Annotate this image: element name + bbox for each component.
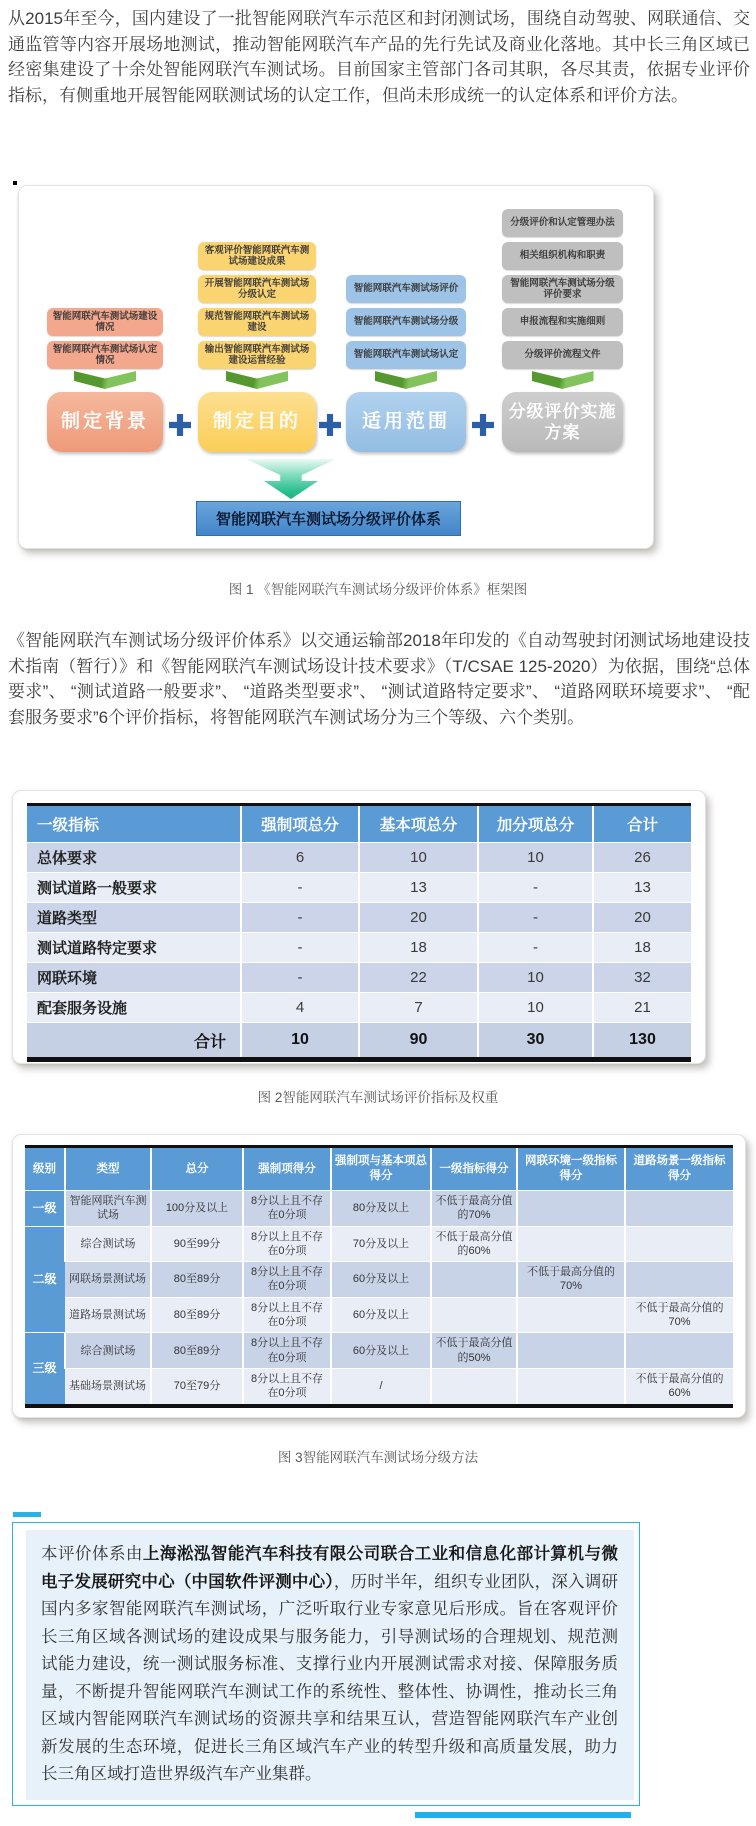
plus-icon — [169, 414, 191, 436]
column-header: 合计 — [593, 805, 691, 843]
cell: 道路场景测试场 — [65, 1297, 151, 1333]
fig1-item-box: 分级评价流程文件 — [502, 341, 623, 369]
column-header: 道路场景一级指标得分 — [625, 1147, 733, 1191]
column-header: 网联环境一级指标得分 — [517, 1147, 625, 1191]
fig1-item-box: 智能网联汽车测试场分级评价要求 — [502, 275, 623, 303]
cell — [517, 1333, 625, 1369]
cell: 60分及以上 — [331, 1262, 431, 1298]
cell: 10 — [478, 993, 593, 1023]
figure2-card — [12, 790, 706, 1064]
cell: - — [478, 903, 593, 933]
table-row — [25, 1262, 733, 1298]
table-row — [27, 933, 691, 963]
cell: 道路类型 — [27, 903, 241, 933]
cell: 20 — [359, 903, 478, 933]
cell: 不低于最高分值的60% — [431, 1226, 517, 1262]
summary-text-rest: ，历时半年，组织专业团队，深入调研国内多家智能网联汽车测试场，广泛听取行业专家意见后形成。旨在客观评价长三角区域各测试场的建设成果与服务能力，引导测试场的合理规划、规范测试能力建设，统一测试服务标准、支撑行业内开展测试需求对接、保障服务质量，不断提升智能网联汽车测试工作的系统性、整体性、协调性，推动长三角区域内智能网联汽车测试场的资源共享和结果互认，营造智能网联汽车产业创新发展的生态环境，促进长三角区域汽车产业的转型升级和高质量发展，助力长三角区域打造世界级汽车产业集群。 — [41, 1572, 619, 1783]
fig1-stage-box: 制定目的 — [198, 392, 316, 452]
fig1-item-box: 输出智能网联汽车测试场建设运营经验 — [198, 341, 316, 369]
column-header: 一级指标 — [27, 805, 241, 843]
fig1-item-list — [47, 198, 163, 369]
cell: 8分以上且不存在0分项 — [243, 1368, 331, 1405]
fig1-item-list — [198, 198, 316, 369]
figure2-table-head — [27, 805, 691, 843]
cell: 18 — [593, 933, 691, 963]
column-header: 一级指标得分 — [431, 1147, 517, 1191]
cell: 8分以上且不存在0分项 — [243, 1262, 331, 1298]
cell: 80至89分 — [151, 1333, 243, 1369]
fig1-item-box: 分级评价和认定管理办法 — [502, 209, 623, 237]
figure2-table — [27, 803, 691, 1062]
cell: 70分及以上 — [331, 1226, 431, 1262]
cell: 综合测试场 — [65, 1333, 151, 1369]
table-row — [25, 1191, 733, 1227]
cell: 8分以上且不存在0分项 — [243, 1226, 331, 1262]
summary-highlight-box — [12, 1522, 640, 1806]
chevron-down-icon — [375, 371, 437, 389]
cyan-dash-accent — [13, 1512, 41, 1517]
table-row — [25, 1297, 733, 1333]
cell: 70至79分 — [151, 1368, 243, 1405]
totals-cell: 30 — [478, 1023, 593, 1060]
cell: - — [241, 903, 359, 933]
fig1-item-box: 客观评价智能网联汽车测试场建设成果 — [198, 242, 316, 270]
summary-text-bold: 上海淞泓智能汽车科技有限公司联合工业和信息化部计算机与微电子发展研究中心（中国软件评测中心） — [41, 1545, 619, 1591]
totals-cell: 10 — [241, 1023, 359, 1060]
fig1-column — [47, 198, 163, 453]
fig1-column — [502, 198, 623, 453]
cell: 8分以上且不存在0分项 — [243, 1191, 331, 1227]
cell: - — [478, 873, 593, 903]
fig1-stage-box: 适用范围 — [346, 392, 466, 452]
level-cell: 三级 — [25, 1333, 65, 1406]
cell: 智能网联汽车测试场 — [65, 1191, 151, 1227]
table-row — [27, 963, 691, 993]
fig1-item-box: 智能网联汽车测试场认定 — [346, 341, 466, 369]
chevron-down-icon — [226, 371, 288, 389]
level-cell: 二级 — [25, 1226, 65, 1333]
cell — [431, 1368, 517, 1405]
cell: 网联环境 — [27, 963, 241, 993]
figure1-framework-diagram — [18, 185, 654, 549]
summary-text-pre: 本评价体系由 — [41, 1545, 143, 1563]
cell: 配套服务设施 — [27, 993, 241, 1023]
column-header: 加分项总分 — [478, 805, 593, 843]
cell: 18 — [359, 933, 478, 963]
fig1-column — [346, 198, 466, 453]
cell: 不低于最高分值的70% — [517, 1262, 625, 1298]
cell: 13 — [593, 873, 691, 903]
table-row — [25, 1368, 733, 1405]
fig1-item-box: 智能网联汽车测试场建设情况 — [47, 308, 163, 336]
body-paragraph: 《智能网联汽车测试场分级评价体系》以交通运输部2018年印发的《自动驾驶封闭测试场地建设技术指南（暂行）》和《智能网联汽车测试场设计技术要求》（T/CSAE 125-2020）为依据，围绕“总体要求”、 “测试道路一般要求”、 “道路类型要求”、 “测试道路特定要求”、 “道路网联环境要求”、 “配套服务要求”6个评价指标，将智能网联汽车测试场分为三个等级、六个类别。 — [8, 631, 750, 727]
totals-cell: 合计 — [27, 1023, 241, 1060]
cell: - — [241, 933, 359, 963]
cell — [625, 1262, 733, 1298]
cell: 26 — [593, 843, 691, 873]
fig1-item-box: 申报流程和实施细则 — [502, 308, 623, 336]
table-row — [27, 873, 691, 903]
level-cell: 一级 — [25, 1191, 65, 1227]
figure1-caption: 图 1 《智能网联汽车测试场分级评价体系》框架图 — [228, 582, 528, 597]
cell: 20 — [593, 903, 691, 933]
table-row — [25, 1226, 733, 1262]
fig1-item-box: 规范智能网联汽车测试场建设 — [198, 308, 316, 336]
cell: 22 — [359, 963, 478, 993]
column-header: 级别 — [25, 1147, 65, 1191]
cell: 6 — [241, 843, 359, 873]
table-header-row — [27, 805, 691, 843]
table-row — [27, 903, 691, 933]
cell: 60分及以上 — [331, 1297, 431, 1333]
chevron-down-icon — [532, 371, 594, 389]
fig1-item-box: 开展智能网联汽车测试场分级认定 — [198, 275, 316, 303]
fig1-item-box: 智能网联汽车测试场评价 — [346, 275, 466, 303]
cell: 测试道路一般要求 — [27, 873, 241, 903]
column-header: 强制项与基本项总得分 — [331, 1147, 431, 1191]
totals-cell: 90 — [359, 1023, 478, 1060]
totals-row — [27, 1023, 691, 1060]
cell: 4 — [241, 993, 359, 1023]
cell: 10 — [359, 843, 478, 873]
cell: - — [478, 933, 593, 963]
cell: 不低于最高分值的70% — [625, 1297, 733, 1333]
cell: 总体要求 — [27, 843, 241, 873]
figure3-caption: 图 3智能网联汽车测试场分级方法 — [277, 1450, 479, 1465]
cell: 21 — [593, 993, 691, 1023]
column-header: 类型 — [65, 1147, 151, 1191]
plus-icon — [472, 414, 494, 436]
cell — [517, 1191, 625, 1227]
bullet-square-icon — [13, 181, 17, 185]
cell: 基础场景测试场 — [65, 1368, 151, 1405]
cell — [517, 1368, 625, 1405]
column-header: 强制项总分 — [241, 805, 359, 843]
table-header-row — [25, 1147, 733, 1191]
figure2-table-body — [27, 843, 691, 1060]
cell — [431, 1297, 517, 1333]
cell: 90至99分 — [151, 1226, 243, 1262]
cell: - — [241, 963, 359, 993]
cell: 100分及以上 — [151, 1191, 243, 1227]
cell: / — [331, 1368, 431, 1405]
figure3-table-head — [25, 1147, 733, 1191]
table-row — [27, 993, 691, 1023]
intro-paragraph: 从2015年至今，国内建设了一批智能网联汽车示范区和封闭测试场，围绕自动驾驶、网联通信、交通监管等内容开展场地测试，推动智能网联汽车产品的先行先试及商业化落地。其中长三角区域已经密集建设了十余处智能网联汽车测试场。目前国家主管部门各司其职，各尽其责，依据专业评价指标，有侧重地开展智能网联测试场的认定工作，但尚未形成统一的认定体系和评价方法。 — [8, 9, 750, 105]
cell: 60分及以上 — [331, 1333, 431, 1369]
cell: 8分以上且不存在0分项 — [243, 1297, 331, 1333]
cell: 32 — [593, 963, 691, 993]
figure3-card — [12, 1134, 746, 1418]
plus-icon — [319, 414, 341, 436]
cell — [625, 1333, 733, 1369]
figure3-table — [25, 1145, 733, 1408]
cell: - — [241, 873, 359, 903]
cell: 不低于最高分值的50% — [431, 1333, 517, 1369]
cell: 10 — [478, 963, 593, 993]
cell: 80分及以上 — [331, 1191, 431, 1227]
figure2-caption: 图 2智能网联汽车测试场评价指标及权重 — [257, 1090, 499, 1105]
chevron-down-icon — [74, 371, 136, 389]
cell: 测试道路特定要求 — [27, 933, 241, 963]
fig1-item-box: 智能网联汽车测试场认定情况 — [47, 341, 163, 369]
cell: 不低于最高分值的60% — [625, 1368, 733, 1405]
cell: 综合测试场 — [65, 1226, 151, 1262]
cell — [431, 1262, 517, 1298]
cell: 不低于最高分值的70% — [431, 1191, 517, 1227]
cell — [625, 1226, 733, 1262]
table-row — [25, 1333, 733, 1369]
cyan-underline-accent — [415, 1812, 631, 1818]
fig1-stage-box: 制定背景 — [47, 392, 163, 452]
funnel-arrow-down-icon — [246, 459, 336, 499]
cell: 网联场景测试场 — [65, 1262, 151, 1298]
fig1-column — [198, 198, 316, 453]
fig1-item-list — [502, 198, 623, 369]
cell: 7 — [359, 993, 478, 1023]
fig1-stage-box: 分级评价实施方案 — [502, 392, 623, 452]
table-row — [27, 843, 691, 873]
column-header: 总分 — [151, 1147, 243, 1191]
cell — [517, 1226, 625, 1262]
figure3-table-body — [25, 1191, 733, 1406]
fig1-item-list — [346, 198, 466, 369]
totals-cell: 130 — [593, 1023, 691, 1060]
cell: 8分以上且不存在0分项 — [243, 1333, 331, 1369]
column-header: 强制项得分 — [243, 1147, 331, 1191]
fig1-item-box: 相关组织机构和职责 — [502, 242, 623, 270]
cell: 13 — [359, 873, 478, 903]
column-header: 基本项总分 — [359, 805, 478, 843]
cell — [517, 1297, 625, 1333]
cell: 10 — [478, 843, 593, 873]
figure1-result-box: 智能网联汽车测试场分级评价体系 — [196, 501, 461, 536]
cell: 80至89分 — [151, 1297, 243, 1333]
cell: 80至89分 — [151, 1262, 243, 1298]
fig1-item-box: 智能网联汽车测试场分级 — [346, 308, 466, 336]
summary-text — [26, 1530, 634, 1800]
cell — [625, 1191, 733, 1227]
